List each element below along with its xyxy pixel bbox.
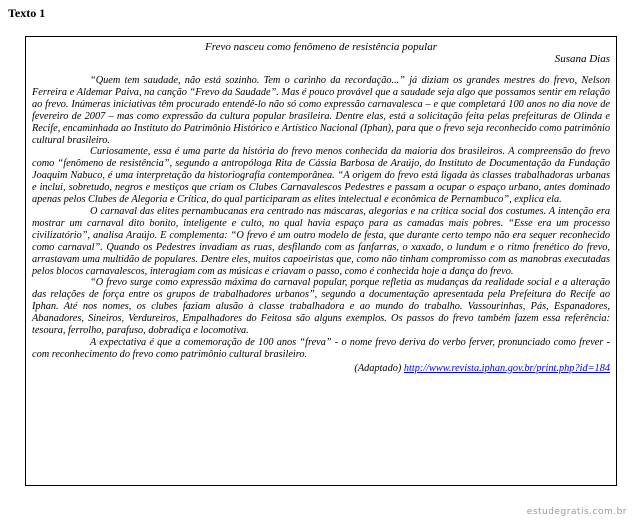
source-link[interactable]: http://www.revista.iphan.gov.br/print.php?id=184 (403, 362, 610, 374)
text-label: Texto 1 (8, 6, 46, 20)
paragraph-3: O carnaval das elites pernambucanas era centrado nas máscaras, alegorias e na crítica social dos costumes. A intenção era mostrar um carnaval dito bonito, inteligente e culto, no qual havia espaço para as camadas mais pobres. “Esse era um processo civilizatório”, analisa Araújo. E complementa: “O frevo é um outro modelo de festa, que durante certo tempo não era sequer reconhecido como carnaval”. Quando os Pedestres invadiam as ruas, desfilando com as fanfarras, o xaxado, o lundum e o ritmo frenético do frevo, arrastavam uma multidão de populares. Dentre eles, muitos capoeiristas que, como não tinham compromisso com as manobras executadas pelos blocos carnavalescos, interagiam com as músicas e criavam o passo, como é conhecida hoje a dança do frevo. (32, 205, 610, 277)
article-author: Susana Dias (554, 53, 610, 65)
paragraph-5: A expectativa é que a comemoração de 100 anos “freva” - o nome frevo deriva do verbo ferver, pronunciado como frever - com reconhecimento do frevo como patrimônio cultural brasileiro. (32, 336, 610, 360)
paragraph-1: “Quem tem saudade, não está sozinho. Tem o carinho da recordação...” já diziam os grandes mestres do frevo, Nelson Ferreira e Aldemar Paiva, na canção “Frevo da Saudade”. Mas é pouco provável que a saudade seja algo que possamos sentir em relação ao frevo. Inúmeras iniciativas têm procurado entendê-lo não só como expressão carnavalesca – e que completará 100 anos no dia nove de fevereiro de 2007 – mas como expressão da cultura popular brasileira. Dentre elas, está a solicitação feita pelas prefeituras de Olinda e Recife, encaminhada ao Instituto do Patrimônio Histórico e Artístico Nacional (Iphan), para que o frevo seja reconhecido como patrimônio cultural brasileiro. (32, 75, 610, 146)
article-frame (25, 36, 617, 486)
article-title: Frevo nasceu como fenômeno de resistência popular (205, 41, 437, 53)
watermark: estudegratis.com.br (526, 507, 627, 517)
source-prefix: (Adaptado) (354, 362, 404, 374)
paragraph-4: “O frevo surge como expressão máxima do carnaval popular, porque refletia as mudanças da realidade social e a alteração das relações de força entre os grupos de trabalhadores urbanos”, segundo a documentação apresentada pela Prefeitura do Recife ao Iphan. Até nos nomes, os clubes faziam alusão à classe trabalhadora e ao mundo do trabalho. Vassourinhas, Pás, Espanadores, Abanadores, Sineiros, Verdureiros, Empalhadores do Feitosa são alguns exemplos. Os passos do frevo também fazem essa referência: tesoura, ferrolho, parafuso, dobradiça e locomotiva. (32, 277, 610, 337)
paragraph-2: Curiosamente, essa é uma parte da história do frevo menos conhecida da maioria dos brasileiros. A compreensão do frevo como “fenômeno de resistência”, segundo a antropóloga Rita de Cássia Barbosa de Araújo, do Instituto de Documentação da Fundação Joaquim Nabuco, é uma interpretação da historiografia contemporânea. “A origem do frevo está ligada às classes trabalhadoras urbanas e inclui, sobretudo, negros e mestiços que criam os Clubes Carnavalescos Pedestres e passam a ocupar o espaço urbano, antes dominado apenas pelos Clubes de Alegoria e Crítica, do qual participaram as elites intelectual e econômica de Pernambuco”, explica ela. (32, 146, 610, 206)
source-line (32, 363, 610, 375)
